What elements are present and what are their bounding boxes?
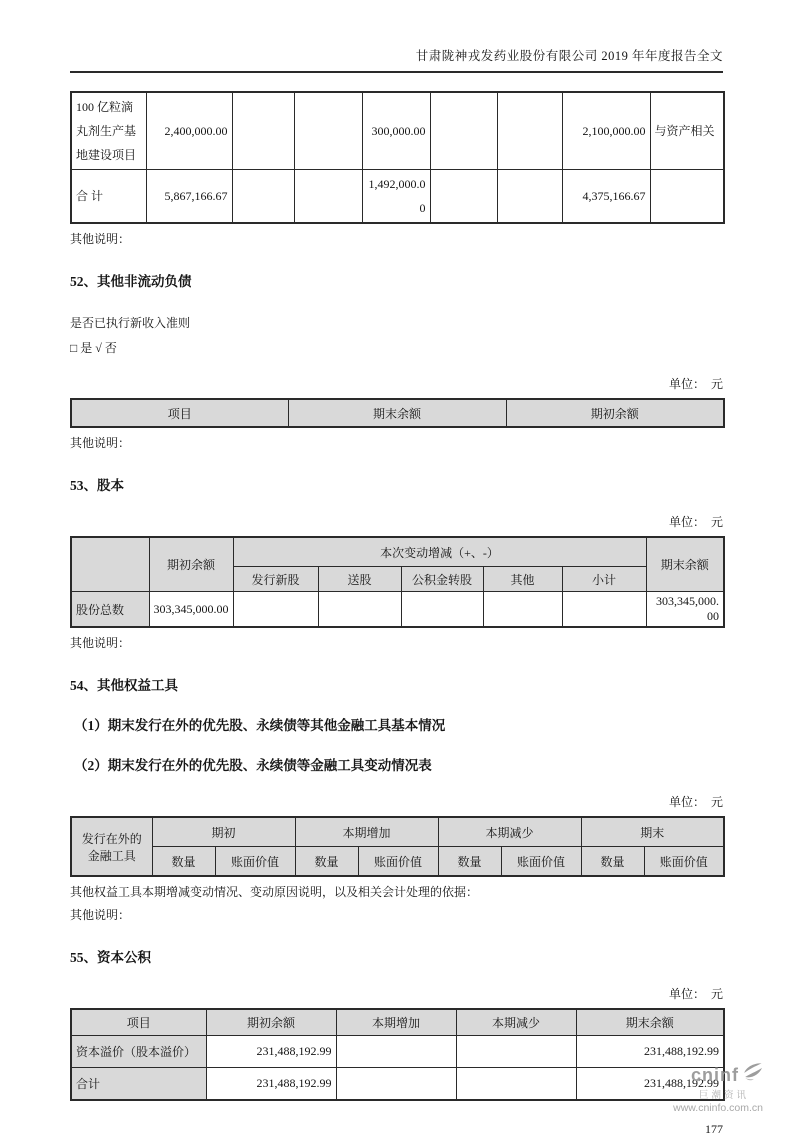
column-header: 期末余额 (288, 399, 506, 427)
empty-cell (430, 170, 497, 224)
yes-no-checkbox-line: □ 是 √ 否 (70, 341, 117, 355)
other-notes-label: 其他说明： (70, 436, 131, 450)
empty-cell (294, 92, 362, 170)
column-header: 期初余额 (506, 399, 724, 427)
column-header: 本期减少 (456, 1009, 576, 1036)
unit-label: 单位： 元 (668, 987, 723, 1001)
empty-cell (401, 592, 483, 628)
subcolumn-header: 数量 (438, 847, 501, 877)
total-label-cell: 合计 (71, 1068, 206, 1101)
amount-cell: 300,000.00 (362, 92, 430, 170)
new-revenue-standard-question: 是否已执行新收入准则 (70, 316, 191, 330)
project-name-cell: 100 亿粒滴丸剂生产基地建设项目 (71, 92, 146, 170)
other-noncurrent-liabilities-table (70, 398, 725, 428)
table-subheader-row (71, 847, 724, 877)
empty-cell (483, 592, 562, 628)
empty-cell (562, 592, 646, 628)
empty-cell (430, 92, 497, 170)
cninfo-url: www.cninfo.com.cn (673, 1102, 763, 1114)
document-header (70, 0, 723, 73)
group-header-opening: 期初 (152, 817, 295, 847)
table-row (71, 92, 724, 170)
group-header-decrease: 本期减少 (438, 817, 581, 847)
subcolumn-header: 小计 (562, 567, 646, 592)
table-header-row (71, 399, 724, 427)
subcolumn-header: 发行新股 (233, 567, 318, 592)
section-54-sub2-heading: （2）期末发行在外的优先股、永续债等金融工具变动情况表 (74, 758, 432, 773)
empty-cell (497, 92, 562, 170)
empty-cell (650, 170, 724, 224)
cninfo-swirl-icon (741, 1062, 763, 1087)
section-52-heading: 52、其他非流动负债 (70, 274, 192, 289)
subcolumn-header: 账面价值 (501, 847, 581, 877)
cninfo-brand-text: cninf (691, 1064, 739, 1085)
page-content (70, 0, 723, 1137)
cninfo-brand-row (673, 1062, 763, 1087)
subcolumn-header: 数量 (152, 847, 215, 877)
table-row-total (71, 170, 724, 224)
column-header: 期末余额 (576, 1009, 724, 1036)
deferred-income-table (70, 91, 725, 224)
section-55-heading: 55、资本公积 (70, 950, 151, 965)
table-header-row (71, 537, 724, 567)
table-row (71, 592, 724, 628)
subcolumn-header: 公积金转股 (401, 567, 483, 592)
corner-cell (71, 537, 149, 592)
amount-cell: 231,488,192.99 (576, 1036, 724, 1068)
change-group-header: 本次变动增减（+、-） (233, 537, 646, 567)
relation-cell: 与资产相关 (650, 92, 724, 170)
unit-label: 单位： 元 (668, 515, 723, 529)
other-notes-label: 其他说明： (70, 908, 131, 922)
row-label-cell: 股份总数 (71, 592, 149, 628)
amount-cell: 4,375,166.67 (562, 170, 650, 224)
column-header-opening: 期初余额 (149, 537, 233, 592)
subcolumn-header: 账面价值 (358, 847, 438, 877)
empty-cell (318, 592, 401, 628)
other-notes-label: 其他说明： (70, 636, 131, 650)
capital-reserve-table (70, 1008, 725, 1101)
group-header-increase: 本期增加 (295, 817, 438, 847)
amount-cell: 1,492,000.00 (362, 170, 430, 224)
row-label-cell: 资本溢价（股本溢价） (71, 1036, 206, 1068)
section-54-sub1-heading: （1）期末发行在外的优先股、永续债等其他金融工具基本情况 (74, 718, 446, 733)
change-explanation-label: 其他权益工具本期增减变动情况、变动原因说明，以及相关会计处理的依据： (70, 885, 479, 899)
subcolumn-header: 账面价值 (215, 847, 295, 877)
amount-cell: 231,488,192.99 (206, 1036, 336, 1068)
empty-cell (456, 1036, 576, 1068)
subcolumn-header: 数量 (295, 847, 358, 877)
subcolumn-header: 数量 (581, 847, 644, 877)
empty-cell (336, 1068, 456, 1101)
section-54-heading: 54、其他权益工具 (70, 678, 178, 693)
share-capital-table (70, 536, 725, 628)
empty-cell (294, 170, 362, 224)
total-label-cell: 合 计 (71, 170, 146, 224)
amount-cell: 231,488,192.99 (576, 1068, 724, 1101)
column-header: 项目 (71, 1009, 206, 1036)
amount-cell: 303,345,000.00 (149, 592, 233, 628)
amount-cell: 2,400,000.00 (146, 92, 232, 170)
empty-cell (232, 170, 294, 224)
page-number: 177 (705, 1122, 723, 1136)
amount-cell: 231,488,192.99 (206, 1068, 336, 1101)
empty-cell (497, 170, 562, 224)
amount-cell: 2,100,000.00 (562, 92, 650, 170)
amount-cell: 303,345,000.00 (646, 592, 724, 628)
empty-cell (456, 1068, 576, 1101)
table-header-row (71, 1009, 724, 1036)
corner-cell: 发行在外的金融工具 (71, 817, 152, 876)
empty-cell (336, 1036, 456, 1068)
section-53-heading: 53、股本 (70, 478, 124, 493)
subcolumn-header: 送股 (318, 567, 401, 592)
table-row (71, 1036, 724, 1068)
column-header-closing: 期末余额 (646, 537, 724, 592)
unit-label: 单位： 元 (668, 377, 723, 391)
empty-cell (233, 592, 318, 628)
subcolumn-header: 账面价值 (644, 847, 724, 877)
empty-cell (232, 92, 294, 170)
unit-label: 单位： 元 (668, 795, 723, 809)
other-equity-instruments-table (70, 816, 725, 877)
group-header-closing: 期末 (581, 817, 724, 847)
column-header: 项目 (71, 399, 288, 427)
column-header: 本期增加 (336, 1009, 456, 1036)
report-title: 甘肃陇神戎发药业股份有限公司 2019 年年度报告全文 (415, 49, 723, 63)
cninfo-watermark (673, 1062, 763, 1114)
table-row-total (71, 1068, 724, 1101)
cninfo-subtitle: 巨潮资讯 (698, 1090, 749, 1101)
amount-cell: 5,867,166.67 (146, 170, 232, 224)
column-header: 期初余额 (206, 1009, 336, 1036)
subcolumn-header: 其他 (483, 567, 562, 592)
table-header-row (71, 817, 724, 847)
other-notes-label: 其他说明： (70, 232, 131, 246)
